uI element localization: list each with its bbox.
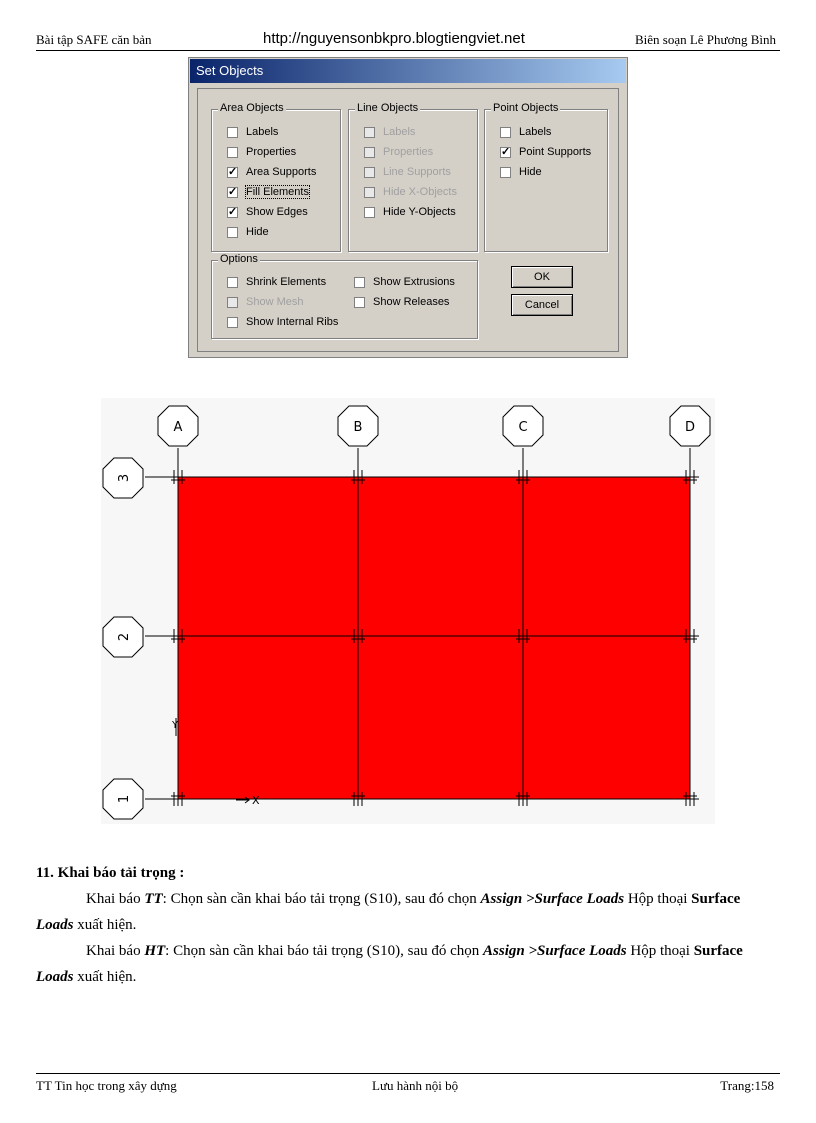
footer-page: Trang:158	[720, 1078, 774, 1093]
checkbox-box	[364, 147, 375, 158]
checkbox-box	[227, 127, 238, 138]
header-url: http://nguyensonbkpro.blogtiengviet.net	[263, 30, 525, 47]
section-heading: 11. Khai báo tải trọng :	[36, 865, 185, 881]
checkbox-label: Hide	[519, 166, 542, 178]
checkbox-box	[500, 127, 511, 138]
checkbox-label: Shrink Elements	[246, 276, 327, 288]
slab-plan-view	[101, 398, 715, 824]
cancel-button[interactable]: Cancel	[511, 294, 573, 316]
ok-button[interactable]: OK	[511, 266, 573, 288]
area-supports-checkbox[interactable]	[227, 164, 316, 180]
grid-label-d: D	[684, 420, 696, 435]
checkbox-box	[227, 147, 238, 158]
footer-center: Lưu hành nội bộ	[372, 1078, 459, 1093]
show-mesh-checkbox[interactable]	[227, 294, 303, 310]
checkbox-box	[500, 167, 511, 178]
line-objects-legend: Line Objects	[357, 102, 419, 114]
text-run: Loads	[36, 917, 74, 933]
line-supports-checkbox[interactable]	[364, 164, 451, 180]
text-run: Surface	[693, 943, 743, 959]
text-run: xuất hiện.	[73, 969, 137, 985]
shrink-elements-checkbox[interactable]	[227, 274, 326, 290]
section-body	[36, 860, 780, 990]
paragraph-tt	[36, 886, 780, 938]
checkbox-label: Point Supports	[519, 146, 592, 158]
checkbox-box	[227, 227, 238, 238]
grid-label-2: 2	[117, 632, 132, 642]
checkbox-box	[364, 187, 375, 198]
header-right: Biên soạn Lê Phương Bình	[634, 32, 776, 47]
text-run: Assign >Surface Loads	[483, 943, 627, 959]
grid-label-a: A	[173, 420, 183, 435]
checkbox-label: Show Internal Ribs	[246, 316, 339, 328]
checkbox-box	[364, 127, 375, 138]
text-run: : Chọn sàn cần khai báo tải trọng (S10), sau đó chọn	[162, 891, 481, 907]
point-labels-checkbox[interactable]	[500, 124, 551, 140]
header-left: Bài tập SAFE căn bản	[36, 32, 152, 47]
line-objects-group	[348, 102, 478, 252]
text-run: TT	[144, 891, 163, 907]
footer-rule	[36, 1073, 780, 1074]
text-run: Loads	[36, 969, 74, 985]
footer-left: TT Tin học trong xây dựng	[36, 1078, 177, 1093]
fill-elements-checkbox[interactable]	[227, 184, 309, 200]
checkbox-box	[500, 147, 511, 158]
checkbox-box	[227, 277, 238, 288]
paragraph-ht	[36, 938, 780, 990]
text-run: xuất hiện.	[73, 917, 137, 933]
show-extrusions-checkbox[interactable]	[354, 274, 455, 290]
checkbox-box	[227, 207, 238, 218]
show-releases-checkbox[interactable]	[354, 294, 449, 310]
grid-label-c: C	[518, 420, 528, 435]
area-labels-checkbox[interactable]	[227, 124, 278, 140]
checkbox-box	[227, 187, 238, 198]
dialog-title: Set Objects	[190, 59, 626, 83]
dialog-client	[197, 88, 619, 352]
checkbox-label: Labels	[246, 126, 279, 138]
text-run: Khai báo	[86, 943, 145, 959]
area-properties-checkbox[interactable]	[227, 144, 296, 160]
point-objects-legend: Point Objects	[493, 102, 559, 114]
text-run: Khai báo	[86, 891, 145, 907]
header-rule	[36, 50, 780, 51]
point-supports-checkbox[interactable]	[500, 144, 591, 160]
text-run: Hộp thoại	[626, 943, 694, 959]
grid-label-1: 1	[117, 794, 132, 804]
hide-y-objects-checkbox[interactable]	[364, 204, 456, 220]
y-axis-label: Y	[172, 720, 179, 731]
line-labels-checkbox[interactable]	[364, 124, 415, 140]
checkbox-label: Properties	[383, 146, 434, 158]
checkbox-box	[354, 277, 365, 288]
point-hide-checkbox[interactable]	[500, 164, 542, 180]
checkbox-box	[364, 167, 375, 178]
checkbox-box	[354, 297, 365, 308]
line-properties-checkbox[interactable]	[364, 144, 433, 160]
show-edges-checkbox[interactable]	[227, 204, 308, 220]
checkbox-box	[364, 207, 375, 218]
checkbox-label: Line Supports	[383, 166, 451, 178]
hide-x-objects-checkbox[interactable]	[364, 184, 457, 200]
slab-fill	[178, 477, 690, 799]
area-hide-checkbox[interactable]	[227, 224, 269, 240]
checkbox-label: Labels	[383, 126, 416, 138]
x-axis-label: X	[252, 794, 260, 807]
grid-label-3: 3	[117, 473, 132, 483]
checkbox-label: Labels	[519, 126, 552, 138]
grid-label-b: B	[353, 420, 363, 435]
checkbox-box	[227, 297, 238, 308]
area-objects-legend: Area Objects	[220, 102, 284, 114]
point-objects-group	[484, 102, 608, 252]
checkbox-label: Hide Y-Objects	[383, 206, 456, 218]
checkbox-label: Show Releases	[373, 296, 450, 308]
page-header	[36, 30, 780, 50]
text-run: Surface	[691, 891, 741, 907]
checkbox-label: Fill Elements	[246, 186, 309, 198]
text-run: HT	[144, 943, 166, 959]
text-run: Assign >Surface Loads	[480, 891, 625, 907]
checkbox-box	[227, 167, 238, 178]
checkbox-label: Show Edges	[246, 206, 308, 218]
checkbox-label: Hide X-Objects	[383, 186, 457, 198]
checkbox-label: Properties	[246, 146, 297, 158]
text-run: Hộp thoại	[624, 891, 692, 907]
checkbox-label: Show Extrusions	[373, 276, 455, 288]
options-legend: Options	[220, 253, 258, 265]
area-objects-group	[211, 102, 341, 252]
checkbox-box	[227, 317, 238, 328]
text-run: : Chọn sàn cần khai báo tải trọng (S10), sau đó chọn	[165, 943, 484, 959]
show-internal-ribs-checkbox[interactable]	[227, 314, 338, 330]
checkbox-label: Area Supports	[246, 166, 317, 178]
checkbox-label: Show Mesh	[246, 296, 304, 308]
options-group	[211, 253, 478, 339]
checkbox-label: Hide	[246, 226, 269, 238]
set-objects-dialog	[188, 57, 628, 358]
